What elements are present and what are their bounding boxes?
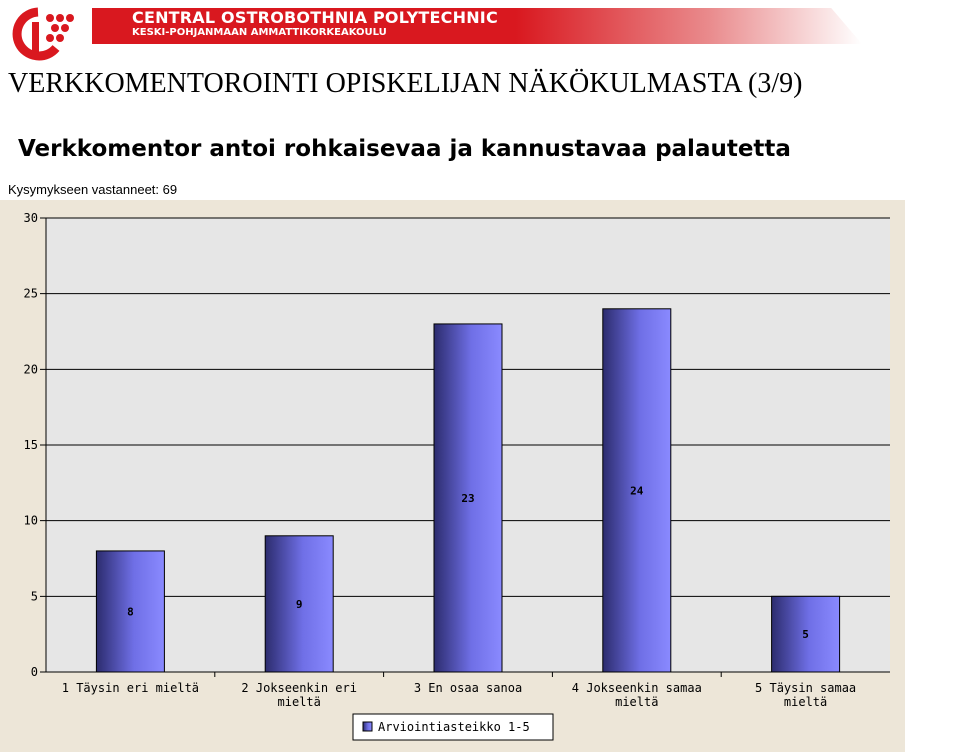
institution-name: CENTRAL OSTROBOTHNIA POLYTECHNIC [132,8,498,27]
x-tick-label: mieltä [783,695,828,709]
y-tick-label: 30 [23,211,38,225]
x-tick-label: 4 Jokseenkin samaa [571,681,702,695]
y-tick-label: 20 [23,362,38,377]
polytechnic-logo-icon [8,4,78,62]
bar-chart [0,200,905,752]
x-tick-label: 3 En osaa sanoa [413,681,523,695]
legend-label: Arviointiasteikko 1-5 [378,720,530,734]
respondent-count: Kysymykseen vastanneet: 69 [8,182,178,197]
y-tick-label: 25 [23,286,38,301]
y-tick-label: 10 [23,513,38,528]
legend-swatch [363,722,372,731]
y-tick-label: 15 [23,438,38,452]
data-label: 8 [127,605,134,619]
x-tick-label: 2 Jokseenkin eri [241,681,357,695]
y-tick-label: 0 [30,665,38,679]
x-tick-label: mieltä [277,695,321,709]
chart-subtitle: Verkkomentor antoi rohkaisevaa ja kannustavaa palautetta [18,136,791,162]
institution-name-finnish: KESKI-POHJANMAAN AMMATTIKORKEAKOULU [132,27,387,38]
data-label: 24 [630,484,644,498]
x-tick-label: 1 Täysin eri mieltä [61,681,200,695]
data-label: 5 [802,628,809,642]
y-tick-label: 5 [30,589,38,604]
x-tick-label: mieltä [615,695,659,709]
data-label: 9 [295,597,303,611]
x-tick-label: 5 Täysin samaa [755,681,857,695]
page-title: VERKKOMENTOROINTI OPISKELIJAN NÄKÖKULMASTA (3/9) [8,68,803,99]
data-label: 23 [461,491,475,505]
